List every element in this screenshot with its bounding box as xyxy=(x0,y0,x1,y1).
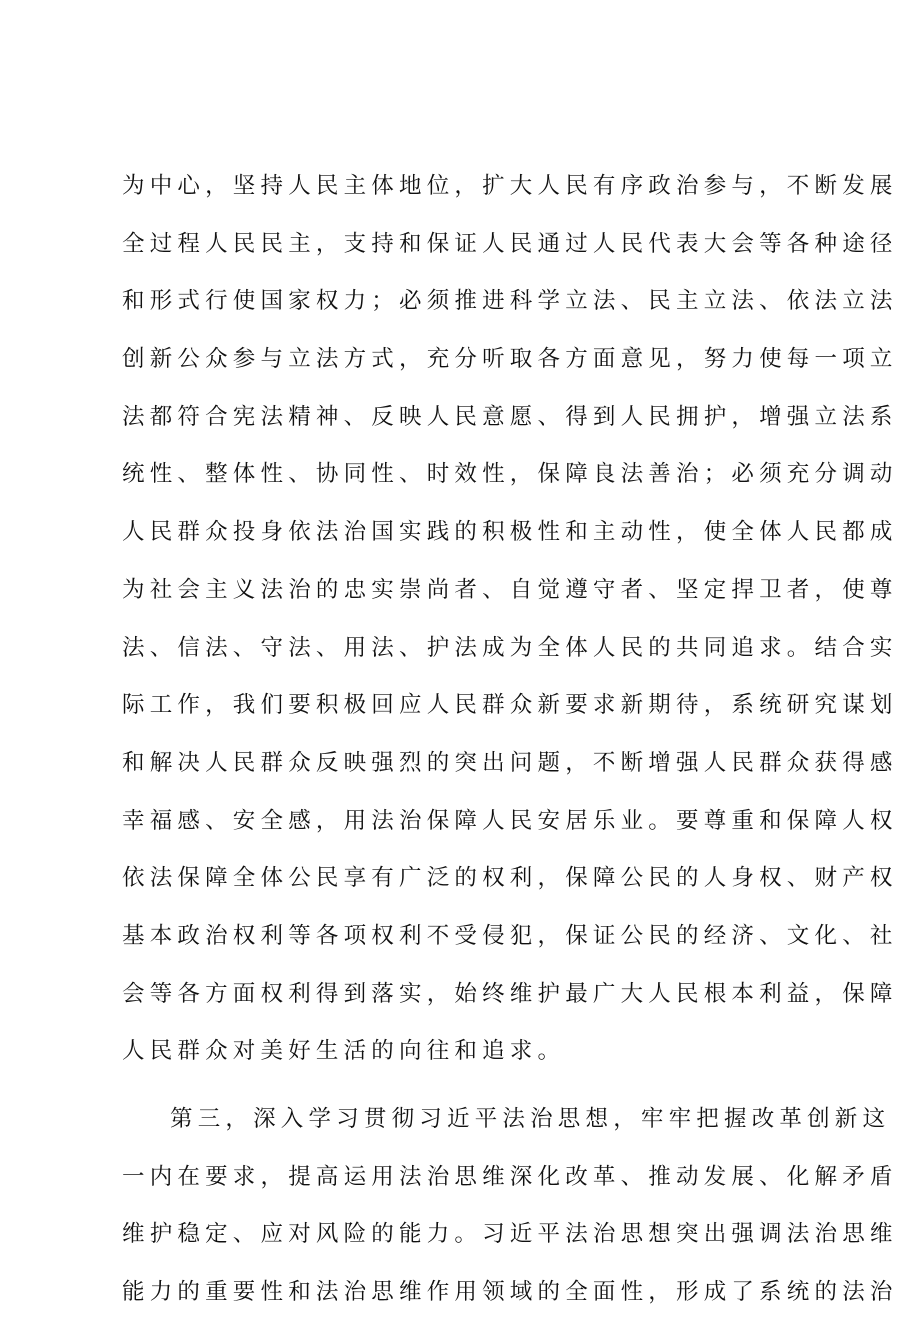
text-line: 人民群众对美好生活的向往和追求。 xyxy=(122,1038,566,1065)
text-line: 一内在要求，提高运用法治思维深化改革、推动发展、化解矛盾 xyxy=(122,1163,898,1190)
text-line: 统性、整体性、协同性、时效性，保障良法善治；必须充分调动 xyxy=(122,461,898,488)
text-line: 基本政治权利等各项权利不受侵犯，保证公民的经济、文化、社 xyxy=(122,922,898,949)
text-line: 人民群众投身依法治国实践的积极性和主动性，使全体人民都成 xyxy=(122,519,898,546)
paragraph-1 xyxy=(122,164,898,1087)
paragraph-gap xyxy=(122,1087,812,1097)
text-line: 和形式行使国家权力；必须推进科学立法、民主立法、依法立法 xyxy=(122,288,898,315)
text-line: 会等各方面权利得到落实，始终维护最广大人民根本利益，保障 xyxy=(122,980,898,1007)
text-line: 法、信法、守法、用法、护法成为全体人民的共同追求。结合实 xyxy=(122,634,898,661)
text-line: 际工作，我们要积极回应人民群众新要求新期待，系统研究谋划 xyxy=(122,692,898,719)
text-line: 为中心，坚持人民主体地位，扩大人民有序政治参与，不断发展 xyxy=(122,173,898,199)
text-line: 和解决人民群众反映强烈的突出问题，不断增强人民群众获得感 xyxy=(122,749,898,776)
text-line: 维护稳定、应对风险的能力。习近平法治思想突出强调法治思维 xyxy=(122,1221,898,1248)
text-line: 创新公众参与立法方式，充分听取各方面意见，努力使每一项立 xyxy=(122,346,898,373)
text-line: 法都符合宪法精神、反映人民意愿、得到人民拥护，增强立法系 xyxy=(122,403,898,430)
text-line: 幸福感、安全感，用法治保障人民安居乐业。要尊重和保障人权 xyxy=(122,807,898,834)
text-line: 依法保障全体公民享有广泛的权利，保障公民的人身权、财产权 xyxy=(122,865,898,892)
text-line: 能力的重要性和法治思维作用领域的全面性，形成了系统的法治 xyxy=(122,1279,898,1306)
text-line: 为社会主义法治的忠实崇尚者、自觉遵守者、坚定捍卫者，使尊 xyxy=(122,576,898,603)
document-body xyxy=(122,164,898,1328)
text-line: 第三，深入学习贯彻习近平法治思想，牢牢把握改革创新这 xyxy=(170,1106,891,1132)
paragraph-2 xyxy=(122,1097,898,1328)
text-line: 全过程人民民主，支持和保证人民通过人民代表大会等各种途径 xyxy=(122,230,898,257)
